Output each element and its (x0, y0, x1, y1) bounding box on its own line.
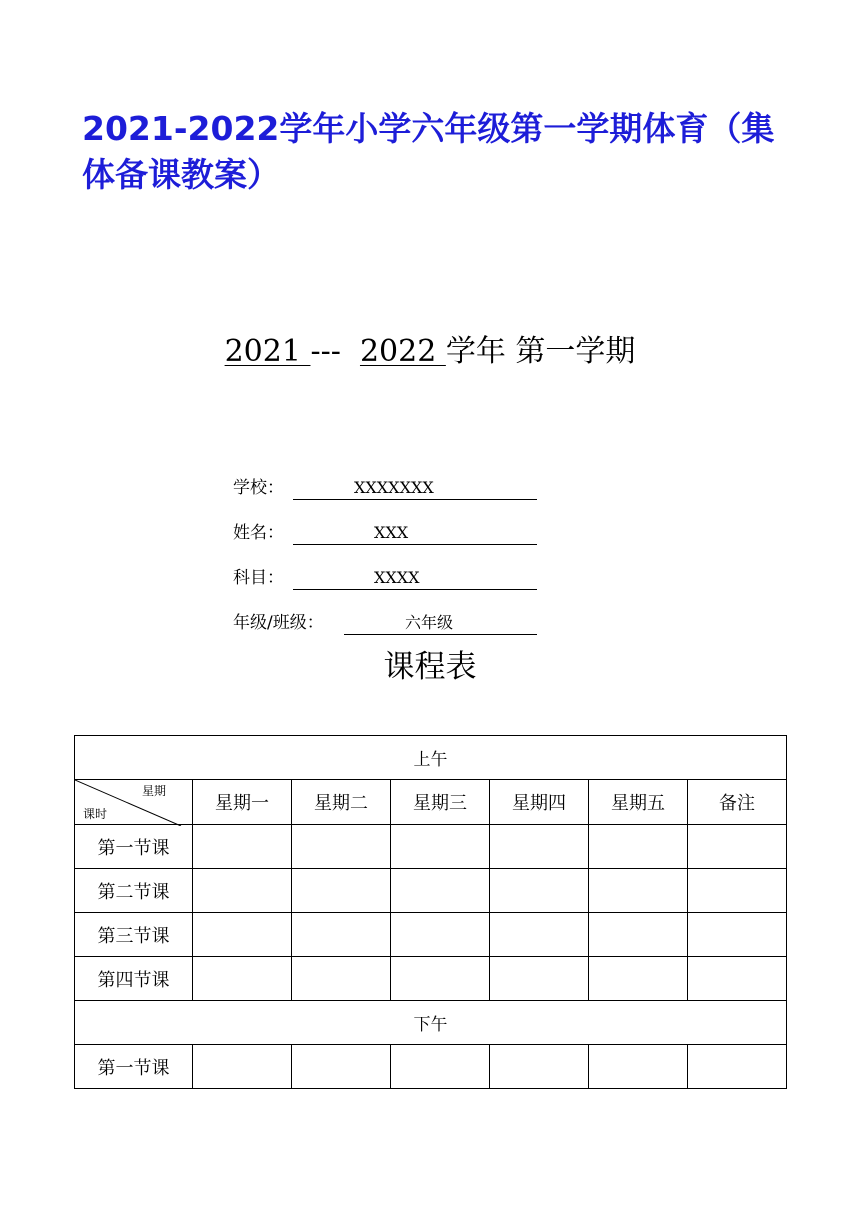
subject-row (233, 565, 420, 591)
day-header: 星期五 (589, 780, 688, 825)
schedule-cell (292, 869, 391, 913)
morning-header-row (75, 736, 787, 780)
schedule-cell (490, 957, 589, 1001)
schedule-cell (589, 825, 688, 869)
year-end: 2022 (359, 334, 446, 369)
schedule-table (74, 735, 787, 1089)
schedule-cell (193, 825, 292, 869)
schedule-cell (688, 913, 787, 957)
schedule-cell (688, 957, 787, 1001)
table-row (75, 869, 787, 913)
semester-label: 学年 第一学期 (445, 334, 636, 369)
schedule-cell (589, 913, 688, 957)
subject-value: XXXX (293, 565, 537, 590)
schedule-cell (490, 1045, 589, 1089)
school-label: 学校： (233, 478, 284, 498)
schedule-cell (391, 1045, 490, 1089)
morning-label: 上午 (75, 736, 787, 780)
schedule-title: 课程表 (383, 649, 477, 685)
schedule-cell (292, 913, 391, 957)
period-label: 第一节课 (75, 825, 193, 869)
afternoon-header-row (75, 1001, 787, 1045)
school-row (233, 475, 434, 501)
schedule-cell (193, 869, 292, 913)
schedule-cell (292, 1045, 391, 1089)
period-label: 第三节课 (75, 913, 193, 957)
day-header: 星期三 (391, 780, 490, 825)
table-row (75, 1045, 787, 1089)
schedule-cell (292, 957, 391, 1001)
period-label: 第一节课 (75, 1045, 193, 1089)
schedule-cell (688, 869, 787, 913)
document-title: 2021-2022学年小学六年级第一学期体育（集体备课教案） (82, 109, 775, 194)
table-row (75, 913, 787, 957)
corner-period-label: 课时 (83, 807, 108, 821)
schedule-cell (193, 957, 292, 1001)
day-header-row (75, 780, 787, 825)
table-row (75, 957, 787, 1001)
afternoon-label: 下午 (75, 1001, 787, 1045)
schedule-cell (391, 957, 490, 1001)
schedule-cell (391, 825, 490, 869)
table-row (75, 825, 787, 869)
schedule-cell (391, 869, 490, 913)
year-separator: --- (310, 334, 360, 369)
corner-day-label: 星期 (141, 784, 166, 798)
day-header: 星期一 (193, 780, 292, 825)
school-value: XXXXXXX (293, 475, 537, 500)
remarks-header: 备注 (688, 780, 787, 825)
academic-year-line (0, 332, 860, 372)
schedule-cell (490, 825, 589, 869)
day-header: 星期二 (292, 780, 391, 825)
schedule-cell (193, 1045, 292, 1089)
schedule-cell (490, 913, 589, 957)
schedule-cell (589, 869, 688, 913)
corner-cell (75, 780, 193, 825)
name-row (233, 520, 409, 546)
grade-label: 年级/班级： (233, 613, 324, 633)
name-label: 姓名： (233, 523, 284, 543)
grade-row (233, 610, 454, 636)
grade-value: 六年级 (344, 610, 537, 635)
schedule-cell (589, 1045, 688, 1089)
name-value: XXX (293, 520, 537, 545)
year-start: 2021 (224, 334, 311, 369)
schedule-cell (490, 869, 589, 913)
subject-label: 科目： (233, 568, 284, 588)
period-label: 第二节课 (75, 869, 193, 913)
schedule-cell (292, 825, 391, 869)
schedule-cell (688, 1045, 787, 1089)
schedule-cell (193, 913, 292, 957)
schedule-cell (589, 957, 688, 1001)
schedule-cell (688, 825, 787, 869)
schedule-cell (391, 913, 490, 957)
day-header: 星期四 (490, 780, 589, 825)
period-label: 第四节课 (75, 957, 193, 1001)
